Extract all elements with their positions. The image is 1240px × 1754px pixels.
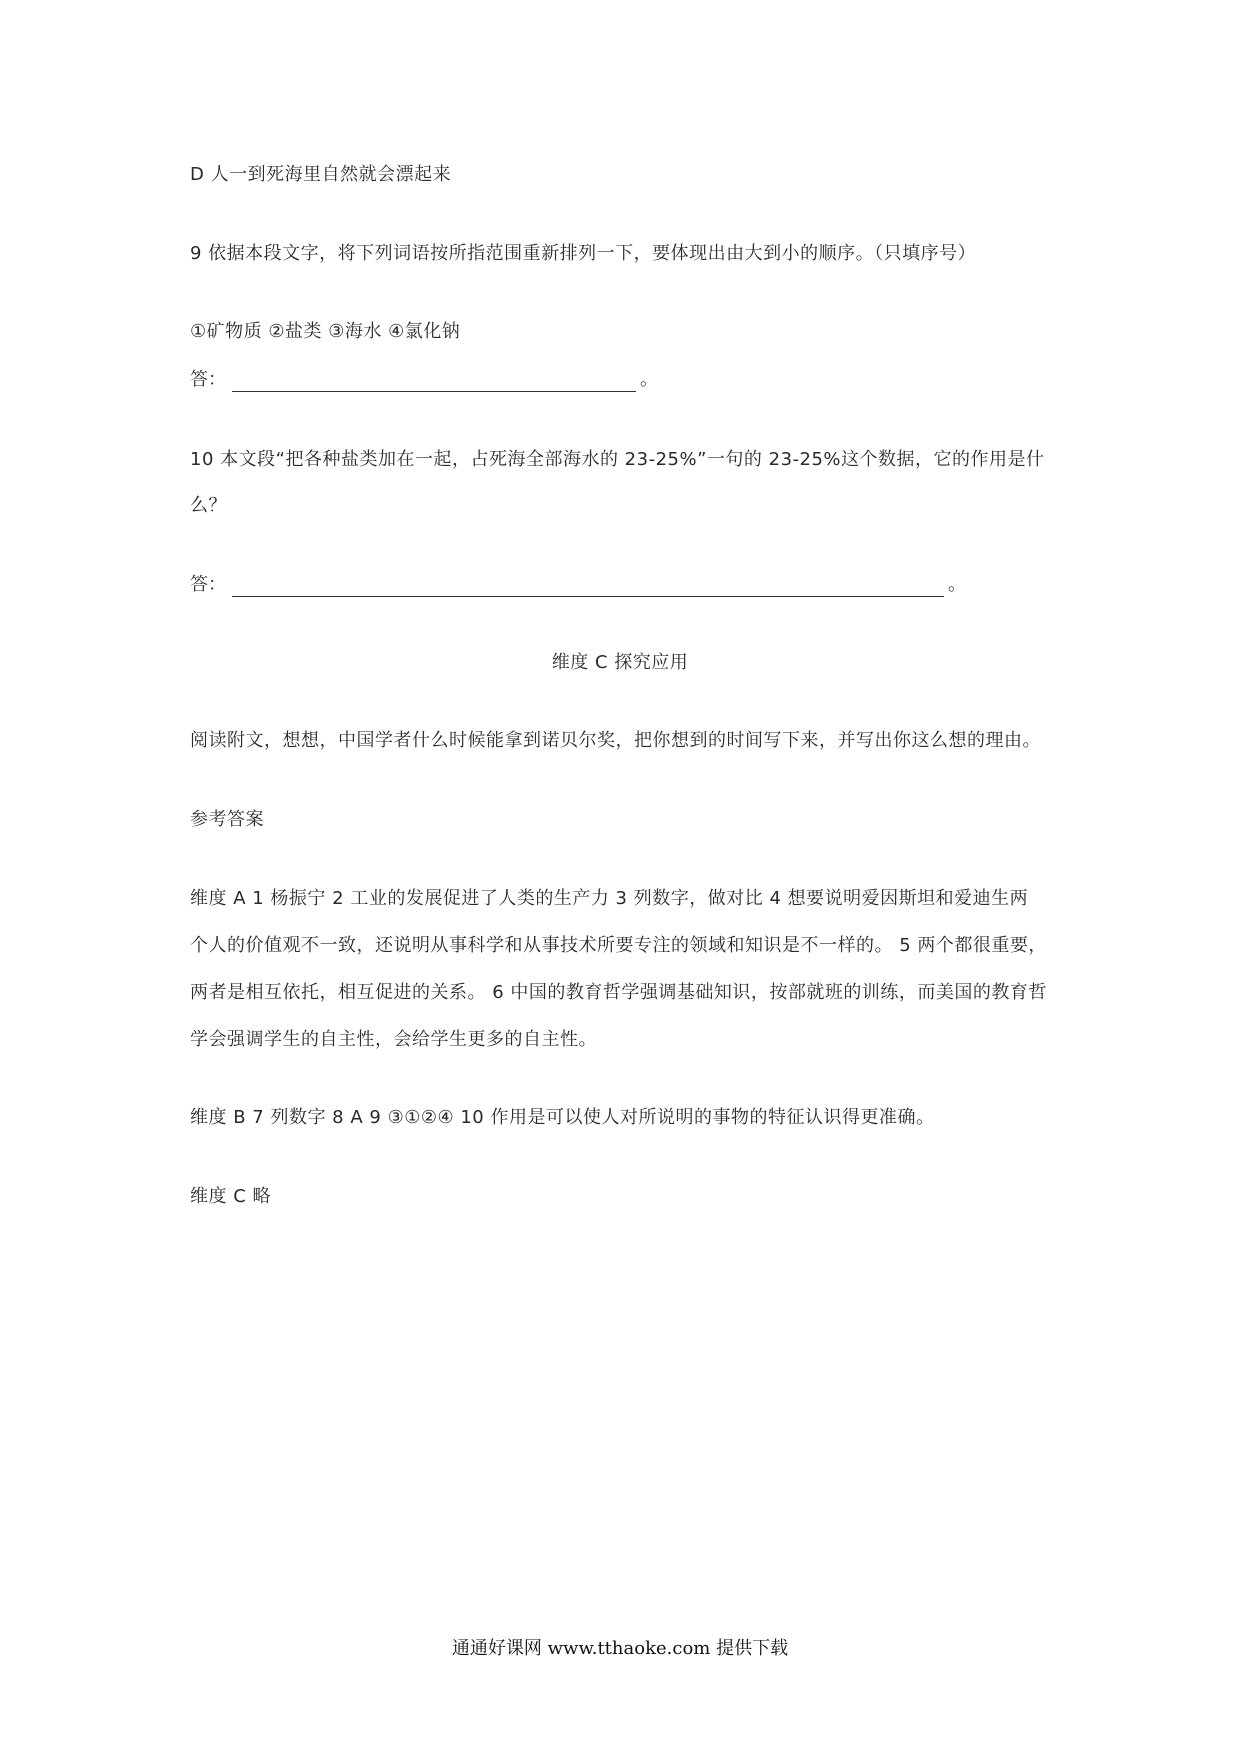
answers-a-line-1: 维度 A 1 杨振宁 2 工业的发展促进了人类的生产力 3 列数字，做对比 4 想要说明爱因斯坦和爱迪生两 xyxy=(190,888,1029,909)
answer-label: 答： xyxy=(190,369,226,390)
section-c-text: 阅读附文，想想，中国学者什么时候能拿到诺贝尔奖，把你想到的时间写下来，并写出你这么想的理由。 xyxy=(190,730,1041,751)
answer-blank-9[interactable] xyxy=(232,373,636,392)
answer-blank-10[interactable] xyxy=(232,578,944,597)
question-10-line-2: 么？ xyxy=(190,495,227,516)
answers-a-line-3: 两者是相互依托，相互促进的关系。 6 中国的教育哲学强调基础知识，按部就班的训练，而美国的教育哲 xyxy=(190,982,1047,1003)
answers-c: 维度 C 略 xyxy=(190,1186,272,1207)
question-10-line-1: 10 本文段“把各种盐类加在一起，占死海全部海水的 23-25%”一句的 23-25%这个数据，它的作用是什 xyxy=(190,449,1045,470)
answer-row-10 xyxy=(190,573,966,597)
answers-a-line-4: 学会强调学生的自主性，会给学生更多的自主性。 xyxy=(190,1029,597,1050)
answer-row-9 xyxy=(190,368,658,392)
answers-a-line-2: 个人的价值观不一致，还说明从事科学和从事技术所要专注的领域和知识是不一样的。 5 两个都很重要， xyxy=(190,935,1047,956)
reference-answers-title: 参考答案 xyxy=(190,809,264,830)
answer-end: 。 xyxy=(948,574,966,595)
page-footer: 通通好课网 www.tthaoke.com 提供下载 xyxy=(451,1638,789,1659)
answer-label: 答： xyxy=(190,574,226,595)
section-c-title: 维度 C 探究应用 xyxy=(551,652,689,673)
answers-b: 维度 B 7 列数字 8 A 9 ③①②④ 10 作用是可以使人对所说明的事物的特征认识得更准确。 xyxy=(190,1107,935,1128)
answer-end: 。 xyxy=(640,369,658,390)
question-9-items: ①矿物质 ②盐类 ③海水 ④氯化钠 xyxy=(190,321,461,342)
question-9: 9 依据本段文字，将下列词语按所指范围重新排列一下，要体现出由大到小的顺序。（只填序号） xyxy=(190,243,977,264)
option-d: D 人一到死海里自然就会漂起来 xyxy=(190,164,452,185)
